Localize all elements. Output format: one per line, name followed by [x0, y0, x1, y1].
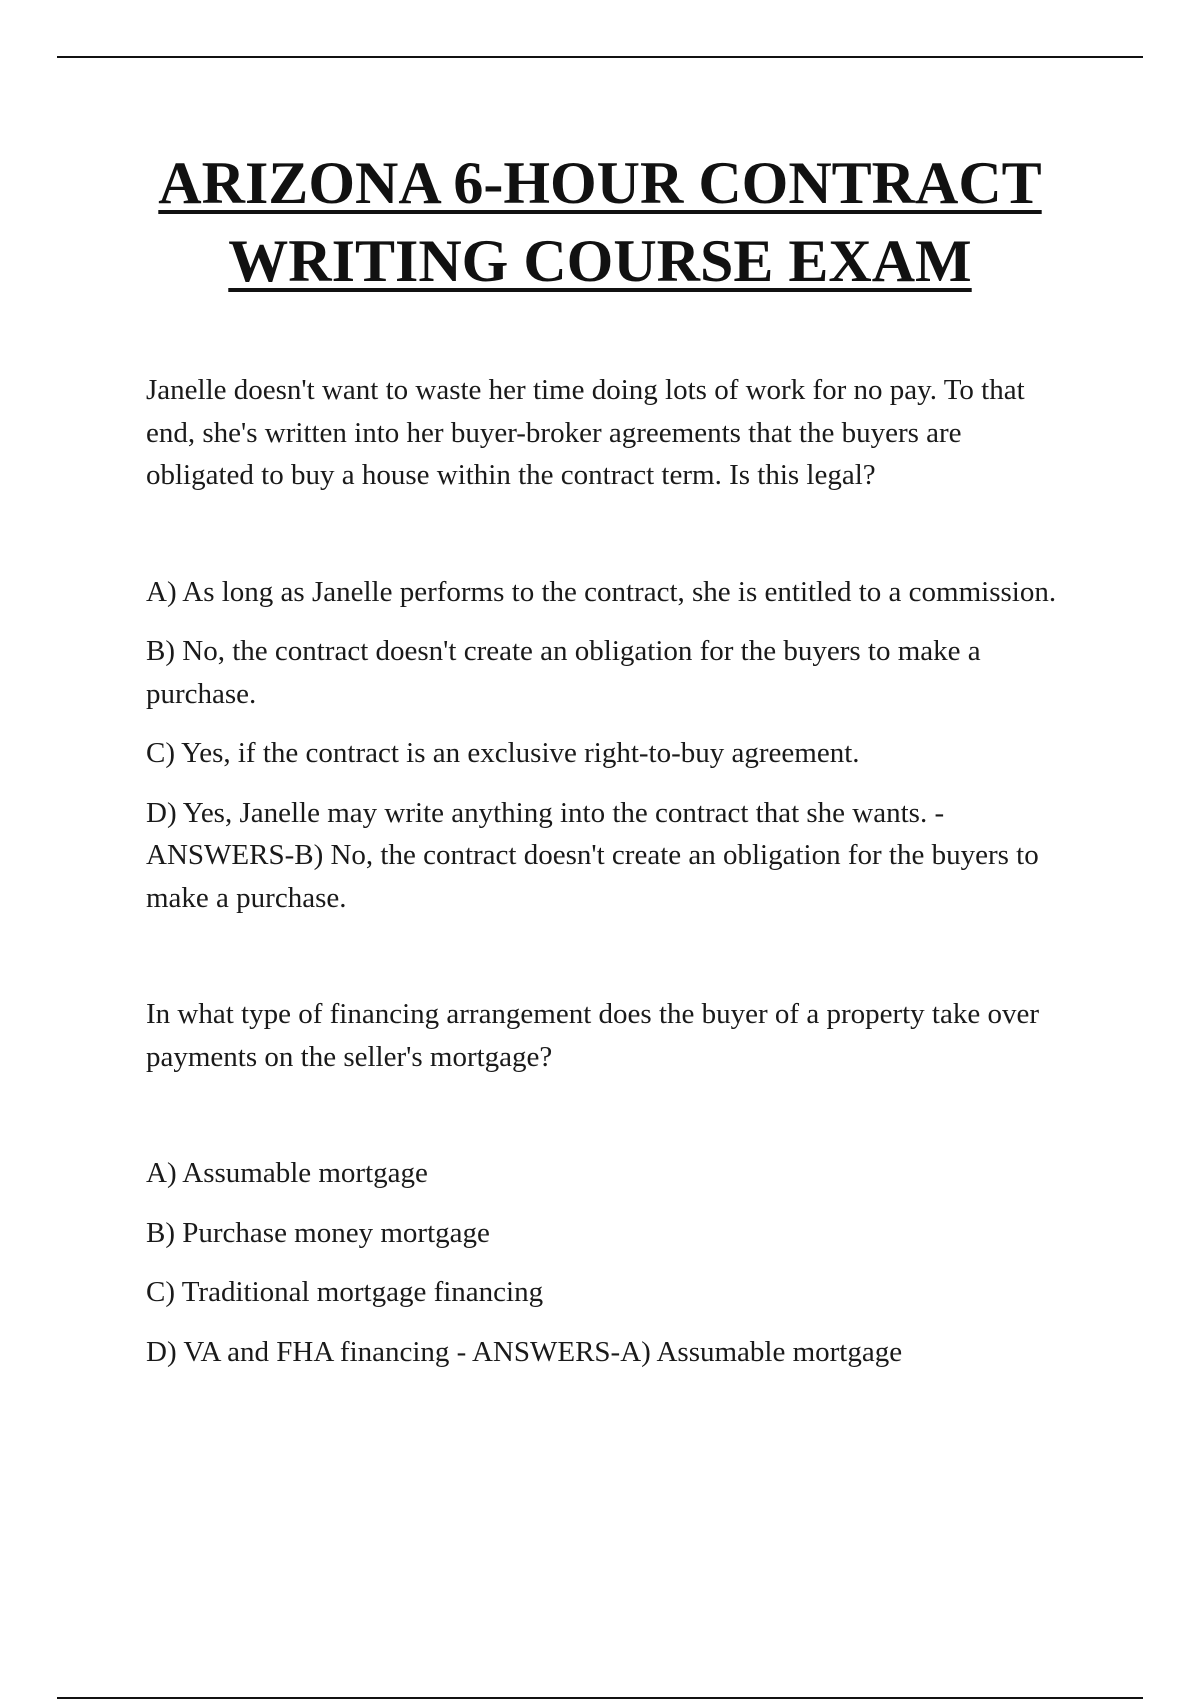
- question-1-option-d-answer: D) Yes, Janelle may write anything into the contract that she wants. - ANSWERS-B) No, the contract doesn't create an obligation for the buyers to make a purchase.: [146, 796, 1039, 914]
- question-1-option-a: A) As long as Janelle performs to the contract, she is entitled to a commission.: [146, 575, 1057, 608]
- document-body: [146, 369, 1066, 1390]
- question-1-option-b: B) No, the contract doesn't create an obligation for the buyers to make a purchase.: [146, 635, 981, 710]
- question-1-text: Janelle doesn't want to waste her time doing lots of work for no pay. To that end, she's written into her buyer-broker agreements that the buyers are obligated to buy a house within the contract term. Is this legal?: [146, 374, 1025, 491]
- question-2-option-c: C) Traditional mortgage financing: [146, 1276, 544, 1308]
- question-2-option-b: B) Purchase money mortgage: [146, 1216, 490, 1249]
- document-title: [0, 144, 1200, 300]
- bottom-divider: [57, 1697, 1143, 1699]
- question-2-text: In what type of financing arrangement does the buyer of a property take over payments on the seller's mortgage?: [146, 998, 1040, 1073]
- question-2-options: [146, 1152, 1066, 1373]
- question-1-options: [146, 571, 1066, 920]
- title-line-1: ARIZONA 6-HOUR CONTRACT: [158, 150, 1042, 216]
- title-line-2: WRITING COURSE EXAM: [228, 228, 972, 294]
- question-2-option-a: A) Assumable mortgage: [146, 1157, 428, 1189]
- question-1-option-c: C) Yes, if the contract is an exclusive right-to-buy agreement.: [146, 737, 860, 769]
- question-2-option-d-answer: D) VA and FHA financing - ANSWERS-A) Assumable mortgage: [146, 1335, 903, 1368]
- top-divider: [57, 56, 1143, 58]
